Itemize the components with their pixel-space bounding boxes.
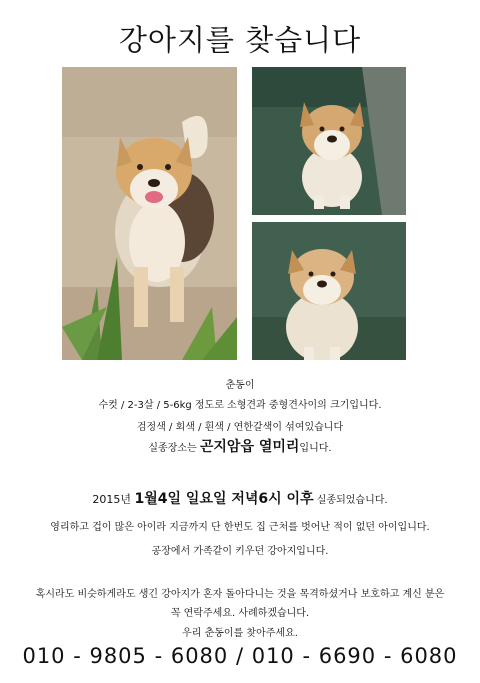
request-line-1: 혹시라도 비슷하게라도 생긴 강아지가 혼자 돌아다니는 것을 목격하셨거나 보호하고 계신 분은	[35, 589, 445, 600]
location-prefix: 실종장소는	[148, 443, 200, 454]
description-line-1: 영리하고 겁이 많은 아이라 지금까지 단 한번도 집 근처를 벗어난 적이 없던 아이입니다.	[50, 522, 430, 533]
location-suffix: 입니다.	[299, 443, 332, 454]
location-place: 곤지암읍 열미리	[199, 439, 300, 455]
page-title: 강아지를 찾습니다	[118, 23, 362, 57]
date-prefix: 2015년	[92, 493, 135, 506]
date-suffix: 실종되었습니다.	[313, 495, 388, 506]
date-bold: 1월4일 일요일 저녁6시 이후	[134, 491, 314, 507]
contact-phone: 010 - 9805 - 6080 / 010 - 6690 - 6080	[22, 644, 458, 668]
dog-closeup-photo	[252, 222, 406, 360]
request-line-2: 꼭 연락주세요. 사례하겠습니다.	[170, 608, 310, 619]
dog-colors: 검정색 / 회색 / 흰색 / 연한갈색이 섞여있습니다	[136, 422, 344, 433]
dog-sitting-photo	[252, 67, 406, 215]
missing-date	[0, 488, 480, 508]
dog-details: 수컷 / 2-3살 / 5-6kg 정도로 소형견과 중형견사이의 크기입니다.	[98, 400, 382, 411]
dog-standing-photo	[62, 67, 237, 360]
dog-name: 춘동이	[225, 380, 255, 391]
missing-location	[0, 436, 480, 456]
request-line-3: 우리 춘동이를 찾아주세요.	[182, 628, 298, 639]
description-line-2: 공장에서 가족같이 키우던 강아지입니다.	[151, 546, 329, 557]
